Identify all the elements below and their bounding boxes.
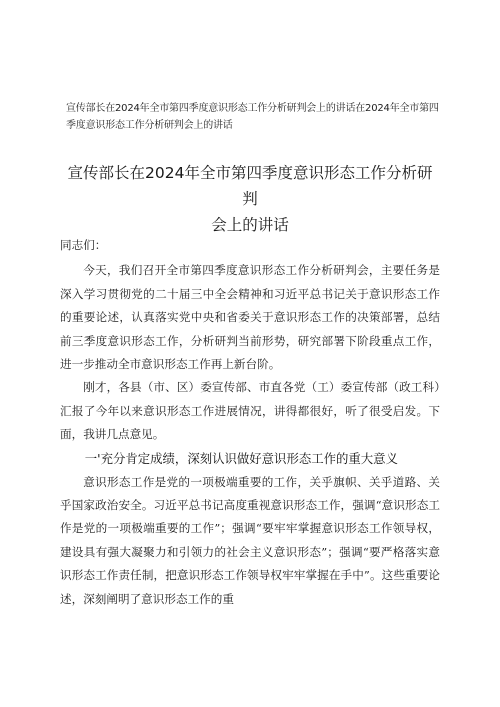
document-body <box>60 234 440 611</box>
document-header-title: 宣传部长在2024年全市第四季度意识形态工作分析研判会上的讲话在2024年全市第四季度意识形态工作分析研判会上的讲话 <box>66 103 439 131</box>
paragraph-reports: 刚才，各县（市、区）委宣传部、市直各党（工）委宣传部（政工科）汇报了今年以来意识形态工作进展情况，讲得都很好，听了很受启发。下面，我讲几点意见。 <box>60 380 440 442</box>
main-title <box>60 160 440 238</box>
greeting: 同志们： <box>60 238 107 252</box>
main-title-line-2: 会上的讲话 <box>211 216 289 234</box>
paragraph-opening: 今天，我们召开全市第四季度意识形态工作分析研判会，主要任务是深入学习贯彻党的二十届三中全会精神和习近平总书记关于意识形态工作的重要论述，认真落实党中央和省委关于意识形态工作的决策部署，总结前三季度意识形态工作，分析研判当前形势，研究部署下阶段重点工作，进一步推动全市意识形态工作再上新台阶。 <box>60 263 440 372</box>
main-title-line-1: 宣传部长在2024年全市第四季度意识形态工作分析研判 <box>67 164 433 208</box>
paragraph-section-1: 意识形态工作是党的一项极端重要的工作，关乎旗帜、关乎道路、关乎国家政治安全。习近平总书记高度重视意识形态工作，强调“意识形态工作是党的一项极端重要的工作”；强调“要牢牢掌握意识形态工作领导权，建设具有强大凝聚力和引领力的社会主义意识形态”；强调“要严格落实意识形态工作责任制，把意识形态工作领导权牢牢掌握在手中”。这些重要论述，深刻阐明了意识形态工作的重 <box>60 474 440 606</box>
section-heading-1: 一'充分肯定成绩，深刻认识做好意识形态工作的重大意义 <box>84 450 398 466</box>
